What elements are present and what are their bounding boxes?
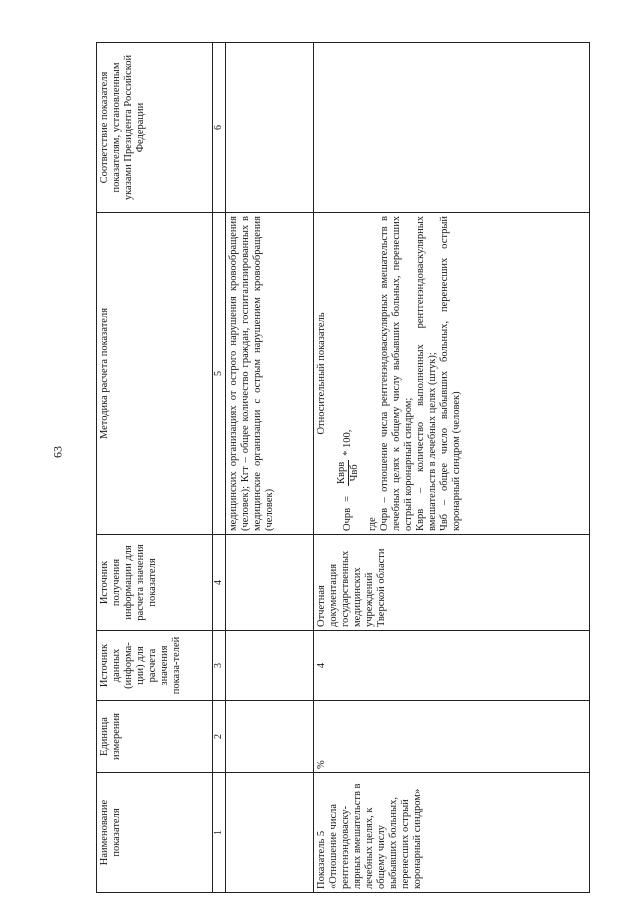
header-compliance: Соответствие показателя показателям, установленным указами Президента Российской Федерации (97, 43, 213, 213)
header-data-source: Источник данных (информа-ции) для расчета значения показа-телей (97, 631, 213, 701)
definition-3: Чвб – общее число выбывших больных, перенесших острый коронарный синдром (человек) (439, 216, 463, 531)
empty-cell (225, 535, 313, 631)
continuation-row (225, 43, 313, 893)
indicator-info-source: Отчетная документация государственных медицинских учреждений Тверской области (313, 535, 590, 631)
column-number-row (213, 43, 226, 893)
formula (336, 216, 361, 531)
header-name: Наименование показателя (97, 773, 213, 893)
empty-cell (225, 631, 313, 701)
empty-cell (225, 43, 313, 213)
page-number: 63 (50, 446, 65, 458)
col-number: 5 (213, 213, 226, 535)
indicator-data-source: 4 (313, 631, 590, 701)
continuation-text: медицинских организациях от острого нарушения кровообращения (человек); Кгт – общее количество граждан, госпитализированных в медицинские организации с острым нарушением кровообращения (человек) (225, 213, 313, 535)
formula-lhs: Очрв (342, 507, 354, 531)
formula-numerator: Кврв (336, 460, 349, 486)
formula-fraction (336, 460, 361, 486)
table-container (96, 43, 590, 893)
where-label: где (366, 517, 378, 531)
method-title: Относительный показатель (315, 312, 327, 435)
empty-cell (225, 773, 313, 893)
formula-eq: = (342, 496, 354, 502)
header-info-source: Источник получения информации для расчета значения показателя (97, 535, 213, 631)
indicator-unit: % (313, 701, 590, 773)
indicator-method (313, 213, 590, 535)
header-unit: Единица измерения (97, 701, 213, 773)
col-number: 1 (213, 773, 226, 893)
indicators-table (96, 42, 590, 893)
indicator-compliance (313, 43, 590, 213)
indicator-row (313, 43, 590, 893)
col-number: 2 (213, 701, 226, 773)
definition-2: Кврв – количество выполненных рентгенэндоваскулярных вмешательств в лечебных целях (штук); (414, 216, 438, 531)
formula-tail: * 100, (342, 429, 354, 456)
col-number: 4 (213, 535, 226, 631)
col-number: 3 (213, 631, 226, 701)
col-number: 6 (213, 43, 226, 213)
indicator-name: Показатель 5 «Отношение числа рентгенэндоваску-лярных вмешательств в лечебных целях, к общему числу выбывших больных, перенесших острый коронарный синдром» (313, 773, 590, 893)
definition-1: Очрв – отношение числа рентгенэндоваскулярных вмешательств в лечебных целях к общему числу выбывших больных, перенесших острый коронарный синдром; (378, 216, 414, 531)
empty-cell (225, 701, 313, 773)
header-method: Методика расчета показателя (97, 213, 213, 535)
header-row (97, 43, 213, 893)
formula-denominator: Чвб (348, 464, 360, 482)
